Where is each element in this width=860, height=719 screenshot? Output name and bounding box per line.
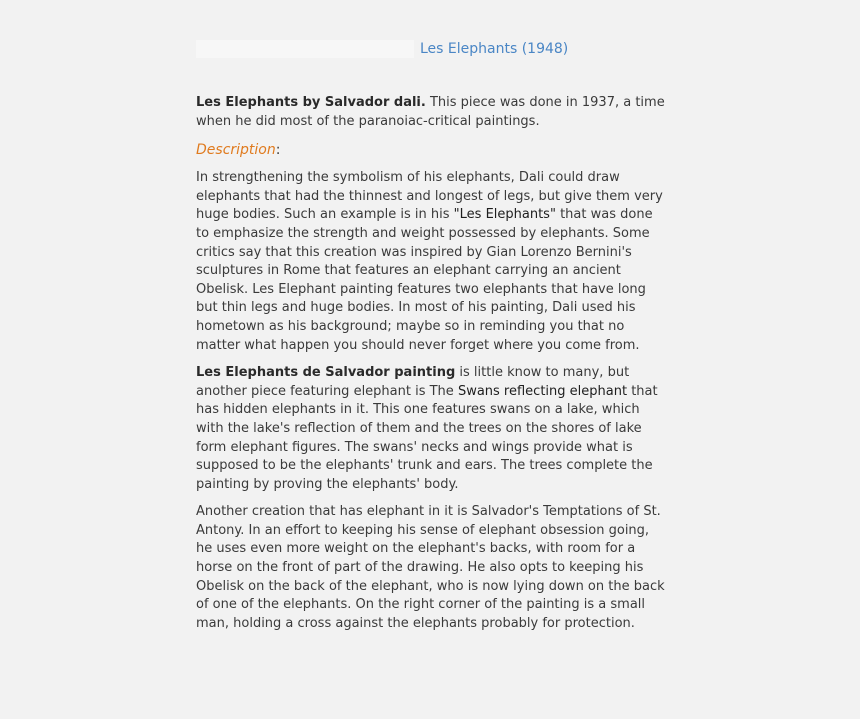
paragraph-swans bbox=[196, 364, 668, 494]
description-colon: : bbox=[275, 142, 281, 159]
title-placeholder-bar bbox=[196, 40, 414, 58]
paragraph-symbolism bbox=[196, 169, 668, 355]
les-elephants-link[interactable]: "Les Elephants" bbox=[453, 207, 556, 223]
description-label: Description bbox=[196, 142, 276, 159]
intro-lead: Les Elephants by Salvador dali. bbox=[196, 95, 426, 110]
paragraph2-lead: Les Elephants de Salvador painting bbox=[196, 365, 456, 381]
description-heading bbox=[196, 140, 668, 160]
paragraph2-after: that has hidden elephants in it. This one features swans on a lake, which with the lake's reflection of them and the trees on the shores of lake form elephant figures. The swans' necks and wings provide what is supposed to be the elephants' trunk and ears. The trees complete the painting by proving the elephants' body. bbox=[196, 383, 658, 492]
page-title: Les Elephants (1948) bbox=[420, 41, 569, 57]
paragraph-temptations bbox=[196, 503, 668, 633]
title-row bbox=[196, 38, 668, 60]
intro-paragraph bbox=[196, 94, 668, 131]
paragraph1-after: that was done to emphasize the strength and weight possessed by elephants. Some critics say that this creation was inspired by Gian Lorenzo Bernini's sculptures in Rome that features an elephant carrying an ancient Obelisk. Les Elephant painting features two elephants that have long but thin legs and huge bodies. In most of his painting, Dali used his hometown as his background; maybe so in reminding you that no matter what happen you should never forget where you come from. bbox=[196, 207, 653, 353]
intro-text: This piece was done in 1937, a time when he did most of the paranoiac-critical paintings. bbox=[196, 95, 665, 129]
paragraph3-text: Another creation that has elephant in it is Salvador's Temptations of St. Antony. In an effort to keeping his sense of elephant obsession going, he uses even more weight on the elephant's backs, with room for a horse on the front of part of the drawing. He also opts to keeping his Obelisk on the back of the elephant, who is now lying down on the back of one of the elephants. On the right corner of the painting is a small man, holding a cross against the elephants probably for protection. bbox=[196, 504, 665, 631]
article bbox=[196, 38, 668, 642]
paragraph1-before: In strengthening the symbolism of his elephants, Dali could draw elephants that had the thinnest and longest of legs, but give them very huge bodies. Such an example is in his bbox=[196, 170, 663, 223]
swans-reflecting-elephant-link[interactable]: Swans reflecting elephant bbox=[457, 383, 628, 399]
paragraph2-middle: is little know to many, but another piece featuring elephant is The bbox=[196, 365, 630, 399]
